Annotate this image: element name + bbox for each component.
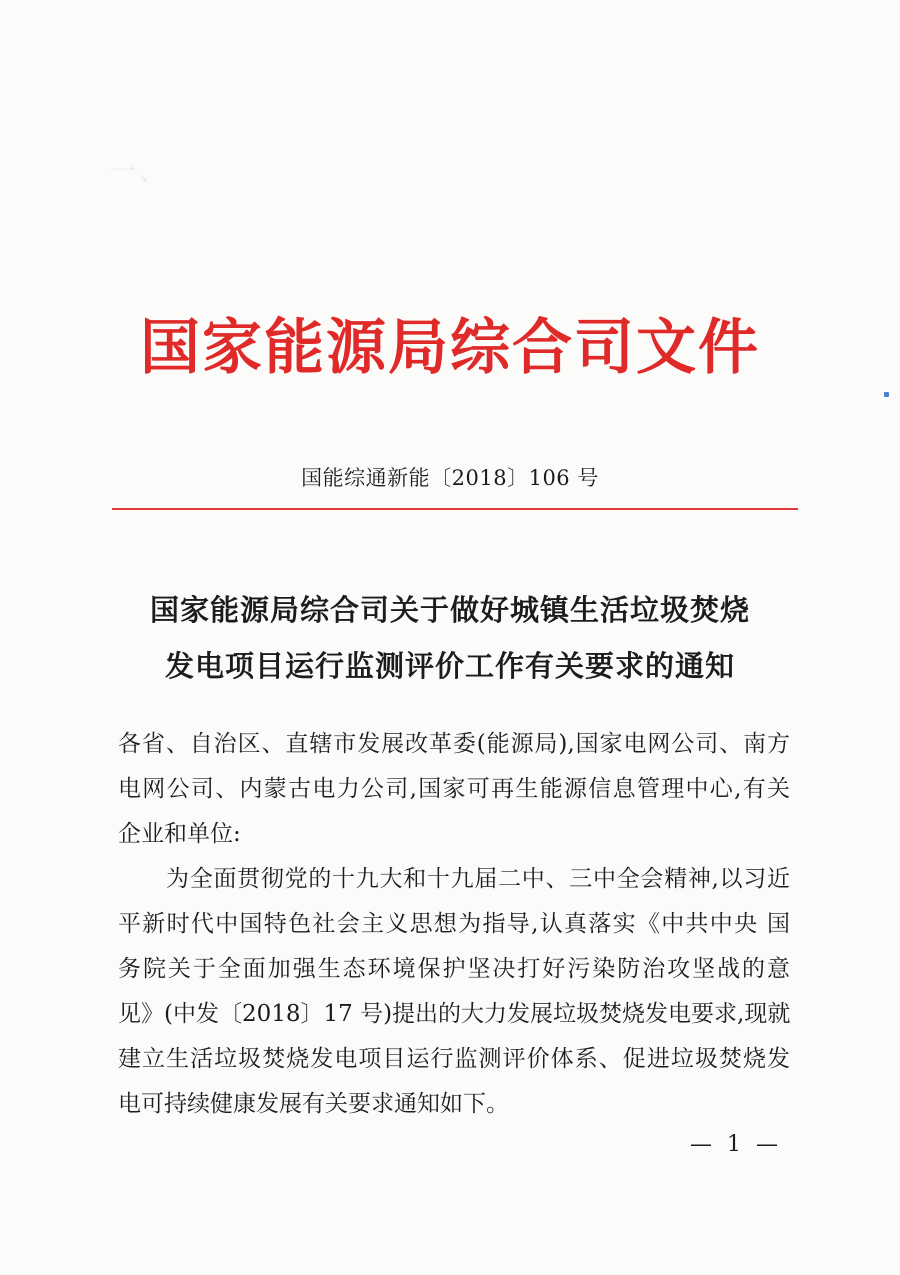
page-number: — 1 —	[690, 1132, 782, 1157]
paragraph-line: 电可持续健康发展有关要求通知如下。	[118, 1091, 509, 1117]
title-line: 国家能源局综合司关于做好城镇生活垃圾焚烧	[149, 593, 750, 627]
addressee-line: 电网公司、内蒙古电力公司,国家可再生能源信息管理中心,有关	[118, 776, 790, 802]
paragraph-line: 务院关于全面加强生态环境保护坚决打好污染防治攻坚战的意	[118, 956, 790, 982]
addressee-line: 各省、自治区、直辖市发展改革委(能源局),国家电网公司、南方	[118, 731, 790, 757]
reverse-side-show-through: 一、	[110, 157, 417, 187]
document-body	[118, 722, 790, 1127]
document-number: 国能综通新能〔2018〕106 号	[301, 466, 599, 490]
notice-title	[0, 582, 900, 694]
scan-artifact-dot	[884, 392, 889, 397]
paragraph-line: 为全面贯彻党的十九大和十九届二中、三中全会精神,以习近	[166, 866, 790, 892]
paragraph-line: 建立生活垃圾焚烧发电项目运行监测评价体系、促进垃圾焚烧发	[118, 1046, 790, 1072]
red-divider-rule	[112, 508, 798, 510]
agency-title: 国家能源局综合司文件	[140, 313, 760, 383]
title-line: 发电项目运行监测评价工作有关要求的通知	[164, 649, 735, 683]
paragraph-line: 平新时代中国特色社会主义思想为指导,认真落实《中共中央 国	[118, 911, 790, 937]
addressee-line: 企业和单位:	[118, 821, 241, 847]
paragraph-line: 见》(中发〔2018〕17 号)提出的大力发展垃圾焚烧发电要求,现就	[118, 1001, 791, 1027]
